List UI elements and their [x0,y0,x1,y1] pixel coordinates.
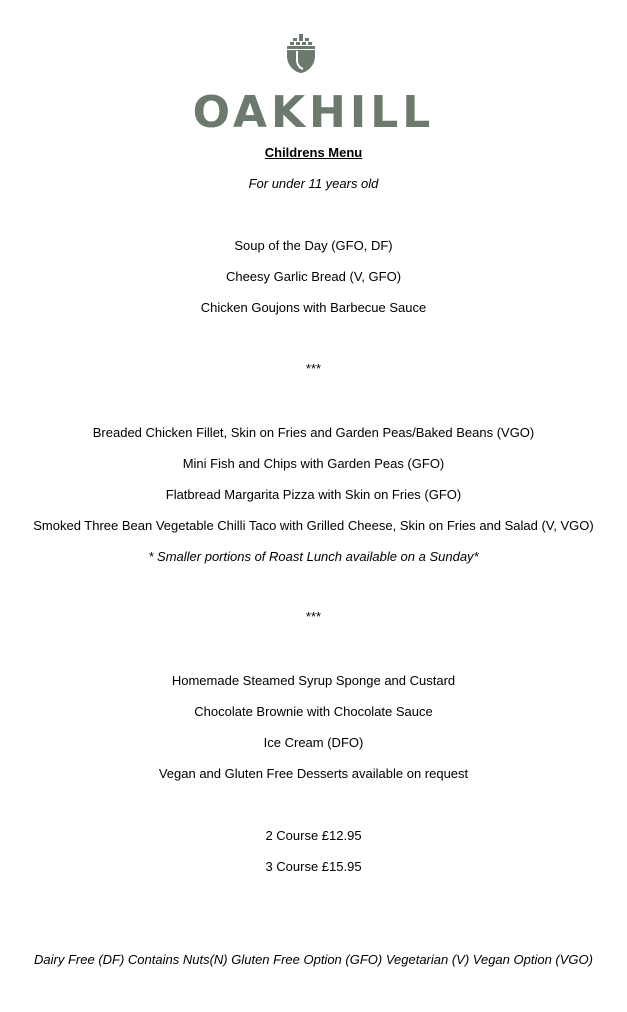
brand-wordmark: OAKHILL [192,87,435,138]
section-separator: *** [305,609,322,624]
dietary-legend: Dairy Free (DF) Contains Nuts(N) Gluten Free Option (GFO) Vegetarian (V) Vegan Option (VGO) [34,952,593,967]
dessert-item: Chocolate Brownie with Chocolate Sauce [194,704,433,719]
roast-note: * Smaller portions of Roast Lunch available on a Sunday* [148,549,479,564]
main-item: Smoked Three Bean Vegetable Chilli Taco with Grilled Cheese, Skin on Fries and Salad (V, VGO) [33,518,594,533]
starter-item: Soup of the Day (GFO, DF) [234,238,393,253]
main-item: Flatbread Margarita Pizza with Skin on Fries (GFO) [165,487,462,502]
acorn-icon [284,34,318,74]
starter-item: Chicken Goujons with Barbecue Sauce [200,300,427,315]
price-line: 3 Course £15.95 [265,859,362,874]
dessert-item: Ice Cream (DFO) [263,735,364,750]
main-item: Breaded Chicken Fillet, Skin on Fries and Garden Peas/Baked Beans (VGO) [92,425,535,440]
menu-subtitle: For under 11 years old [248,176,379,191]
dessert-item: Vegan and Gluten Free Desserts available on request [158,766,469,781]
dessert-item: Homemade Steamed Syrup Sponge and Custard [171,673,456,688]
section-separator: *** [305,361,322,376]
starter-item: Cheesy Garlic Bread (V, GFO) [225,269,402,284]
main-item: Mini Fish and Chips with Garden Peas (GFO) [182,456,445,471]
price-line: 2 Course £12.95 [265,828,362,843]
menu-title: Childrens Menu [264,145,363,160]
